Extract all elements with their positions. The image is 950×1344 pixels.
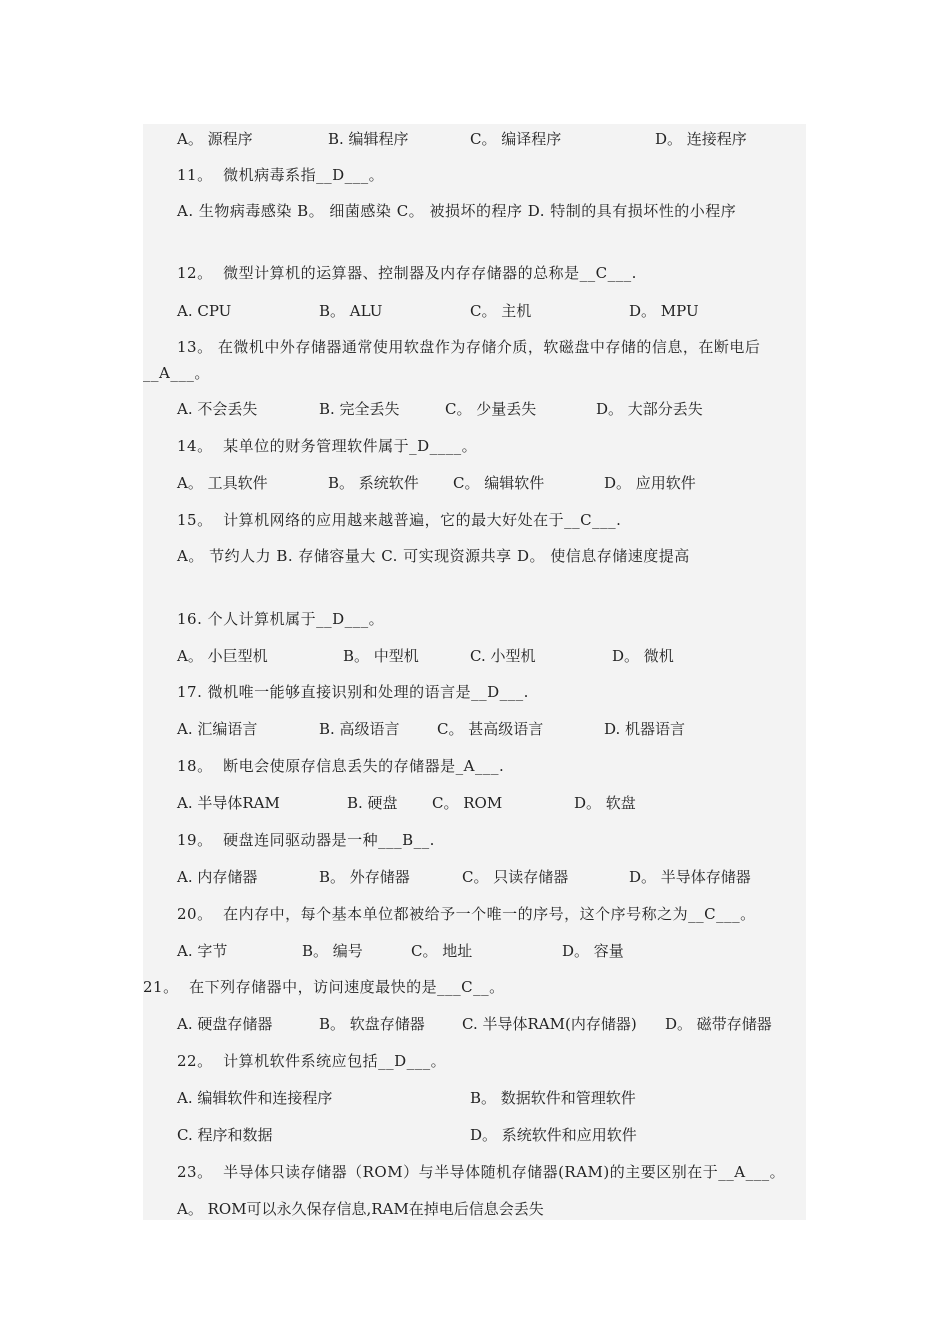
option-d: D. 机器语言 (604, 720, 686, 738)
option-c: C. 程序和数据 (177, 1126, 273, 1144)
option-a: A. 硬盘存储器 (177, 1015, 273, 1033)
question-11-options: A. 生物病毒感染 B。 细菌感染 C。 被损坏的程序 D. 特制的具有损坏性的小程序 (177, 202, 737, 220)
option-a: A。 ROM可以永久保存信息,RAM在掉电后信息会丢失 (177, 1200, 544, 1218)
option-d: D。 容量 (562, 942, 624, 960)
question-16: 16. 个人计算机属于__D___。 (177, 610, 385, 628)
option-d: D。 系统软件和应用软件 (470, 1126, 637, 1144)
option-c: C。 主机 (470, 302, 532, 320)
option-a: A。 工具软件 (177, 474, 268, 492)
option-a: A. 编辑软件和连接程序 (177, 1089, 333, 1107)
question-13: 13。 在微机中外存储器通常使用软盘作为存储介质，软磁盘中存储的信息，在断电后__A___。 (143, 338, 761, 382)
question-17: 17. 微机唯一能够直接识别和处理的语言是__D___. (177, 683, 529, 701)
option-d: D。 MPU (629, 302, 699, 320)
option-c: C。 甚高级语言 (437, 720, 544, 738)
option-d: D。 磁带存储器 (665, 1015, 772, 1033)
question-19: 19。 硬盘连同驱动器是一种___B__. (177, 831, 435, 849)
option-a: A. 内存储器 (177, 868, 258, 886)
option-b: B. 完全丢失 (319, 400, 400, 418)
option-d: D。 大部分丢失 (596, 400, 703, 418)
option-c: C。 少量丢失 (445, 400, 537, 418)
question-20: 20。 在内存中，每个基本单位都被给予一个唯一的序号，这个序号称之为__C___。 (177, 905, 756, 923)
question-12: 12。 微型计算机的运算器、控制器及内存存储器的总称是__C___. (177, 264, 637, 282)
option-b: B。 外存储器 (319, 868, 410, 886)
option-d: D。 应用软件 (604, 474, 696, 492)
option-a: A。 源程序 (177, 130, 253, 148)
option-b: B。 编号 (302, 942, 363, 960)
option-a: A. 汇编语言 (177, 720, 258, 738)
question-21: 21。 在下列存储器中，访问速度最快的是___C__。 (143, 978, 505, 996)
option-b: B. 编辑程序 (328, 130, 409, 148)
option-d: D。 连接程序 (655, 130, 747, 148)
option-b: B. 高级语言 (319, 720, 400, 738)
option-b: B. 硬盘 (347, 794, 398, 812)
option-a: A. 不会丢失 (177, 400, 258, 418)
option-b: B。 数据软件和管理软件 (470, 1089, 636, 1107)
option-c: C。 地址 (411, 942, 473, 960)
question-15-options: A。 节约人力 B. 存储容量大 C. 可实现资源共享 D。 使信息存储速度提高 (177, 547, 690, 565)
option-a: A. 半导体RAM (177, 794, 280, 812)
question-23: 23。 半导体只读存储器（ROM）与半导体随机存储器(RAM)的主要区别在于__A___。 (177, 1163, 786, 1181)
question-22: 22。 计算机软件系统应包括__D___。 (177, 1052, 447, 1070)
option-b: B。 系统软件 (328, 474, 419, 492)
question-15: 15。 计算机网络的应用越来越普遍，它的最大好处在于__C___. (177, 511, 622, 529)
option-a: A. CPU (177, 302, 232, 320)
option-a: A. 字节 (177, 942, 228, 960)
question-14: 14。 某单位的财务管理软件属于_D____。 (177, 437, 478, 455)
option-b: B。 软盘存储器 (319, 1015, 425, 1033)
option-d: D。 软盘 (574, 794, 636, 812)
document-page (143, 124, 806, 1220)
option-c: C。 ROM (432, 794, 503, 812)
question-11: 11。 微机病毒系指__D___。 (177, 166, 385, 184)
option-b: B。 ALU (319, 302, 383, 320)
option-c: C。 只读存储器 (462, 868, 569, 886)
question-18: 18。 断电会使原存信息丢失的存储器是_A___. (177, 757, 505, 775)
option-c: C。 编辑软件 (453, 474, 545, 492)
option-b: B。 中型机 (343, 647, 419, 665)
option-a: A。 小巨型机 (177, 647, 268, 665)
option-c: C. 半导体RAM(内存储器) (462, 1015, 637, 1033)
option-c: C。 编译程序 (470, 130, 562, 148)
option-c: C. 小型机 (470, 647, 536, 665)
option-d: D。 微机 (612, 647, 674, 665)
option-d: D。 半导体存储器 (629, 868, 751, 886)
